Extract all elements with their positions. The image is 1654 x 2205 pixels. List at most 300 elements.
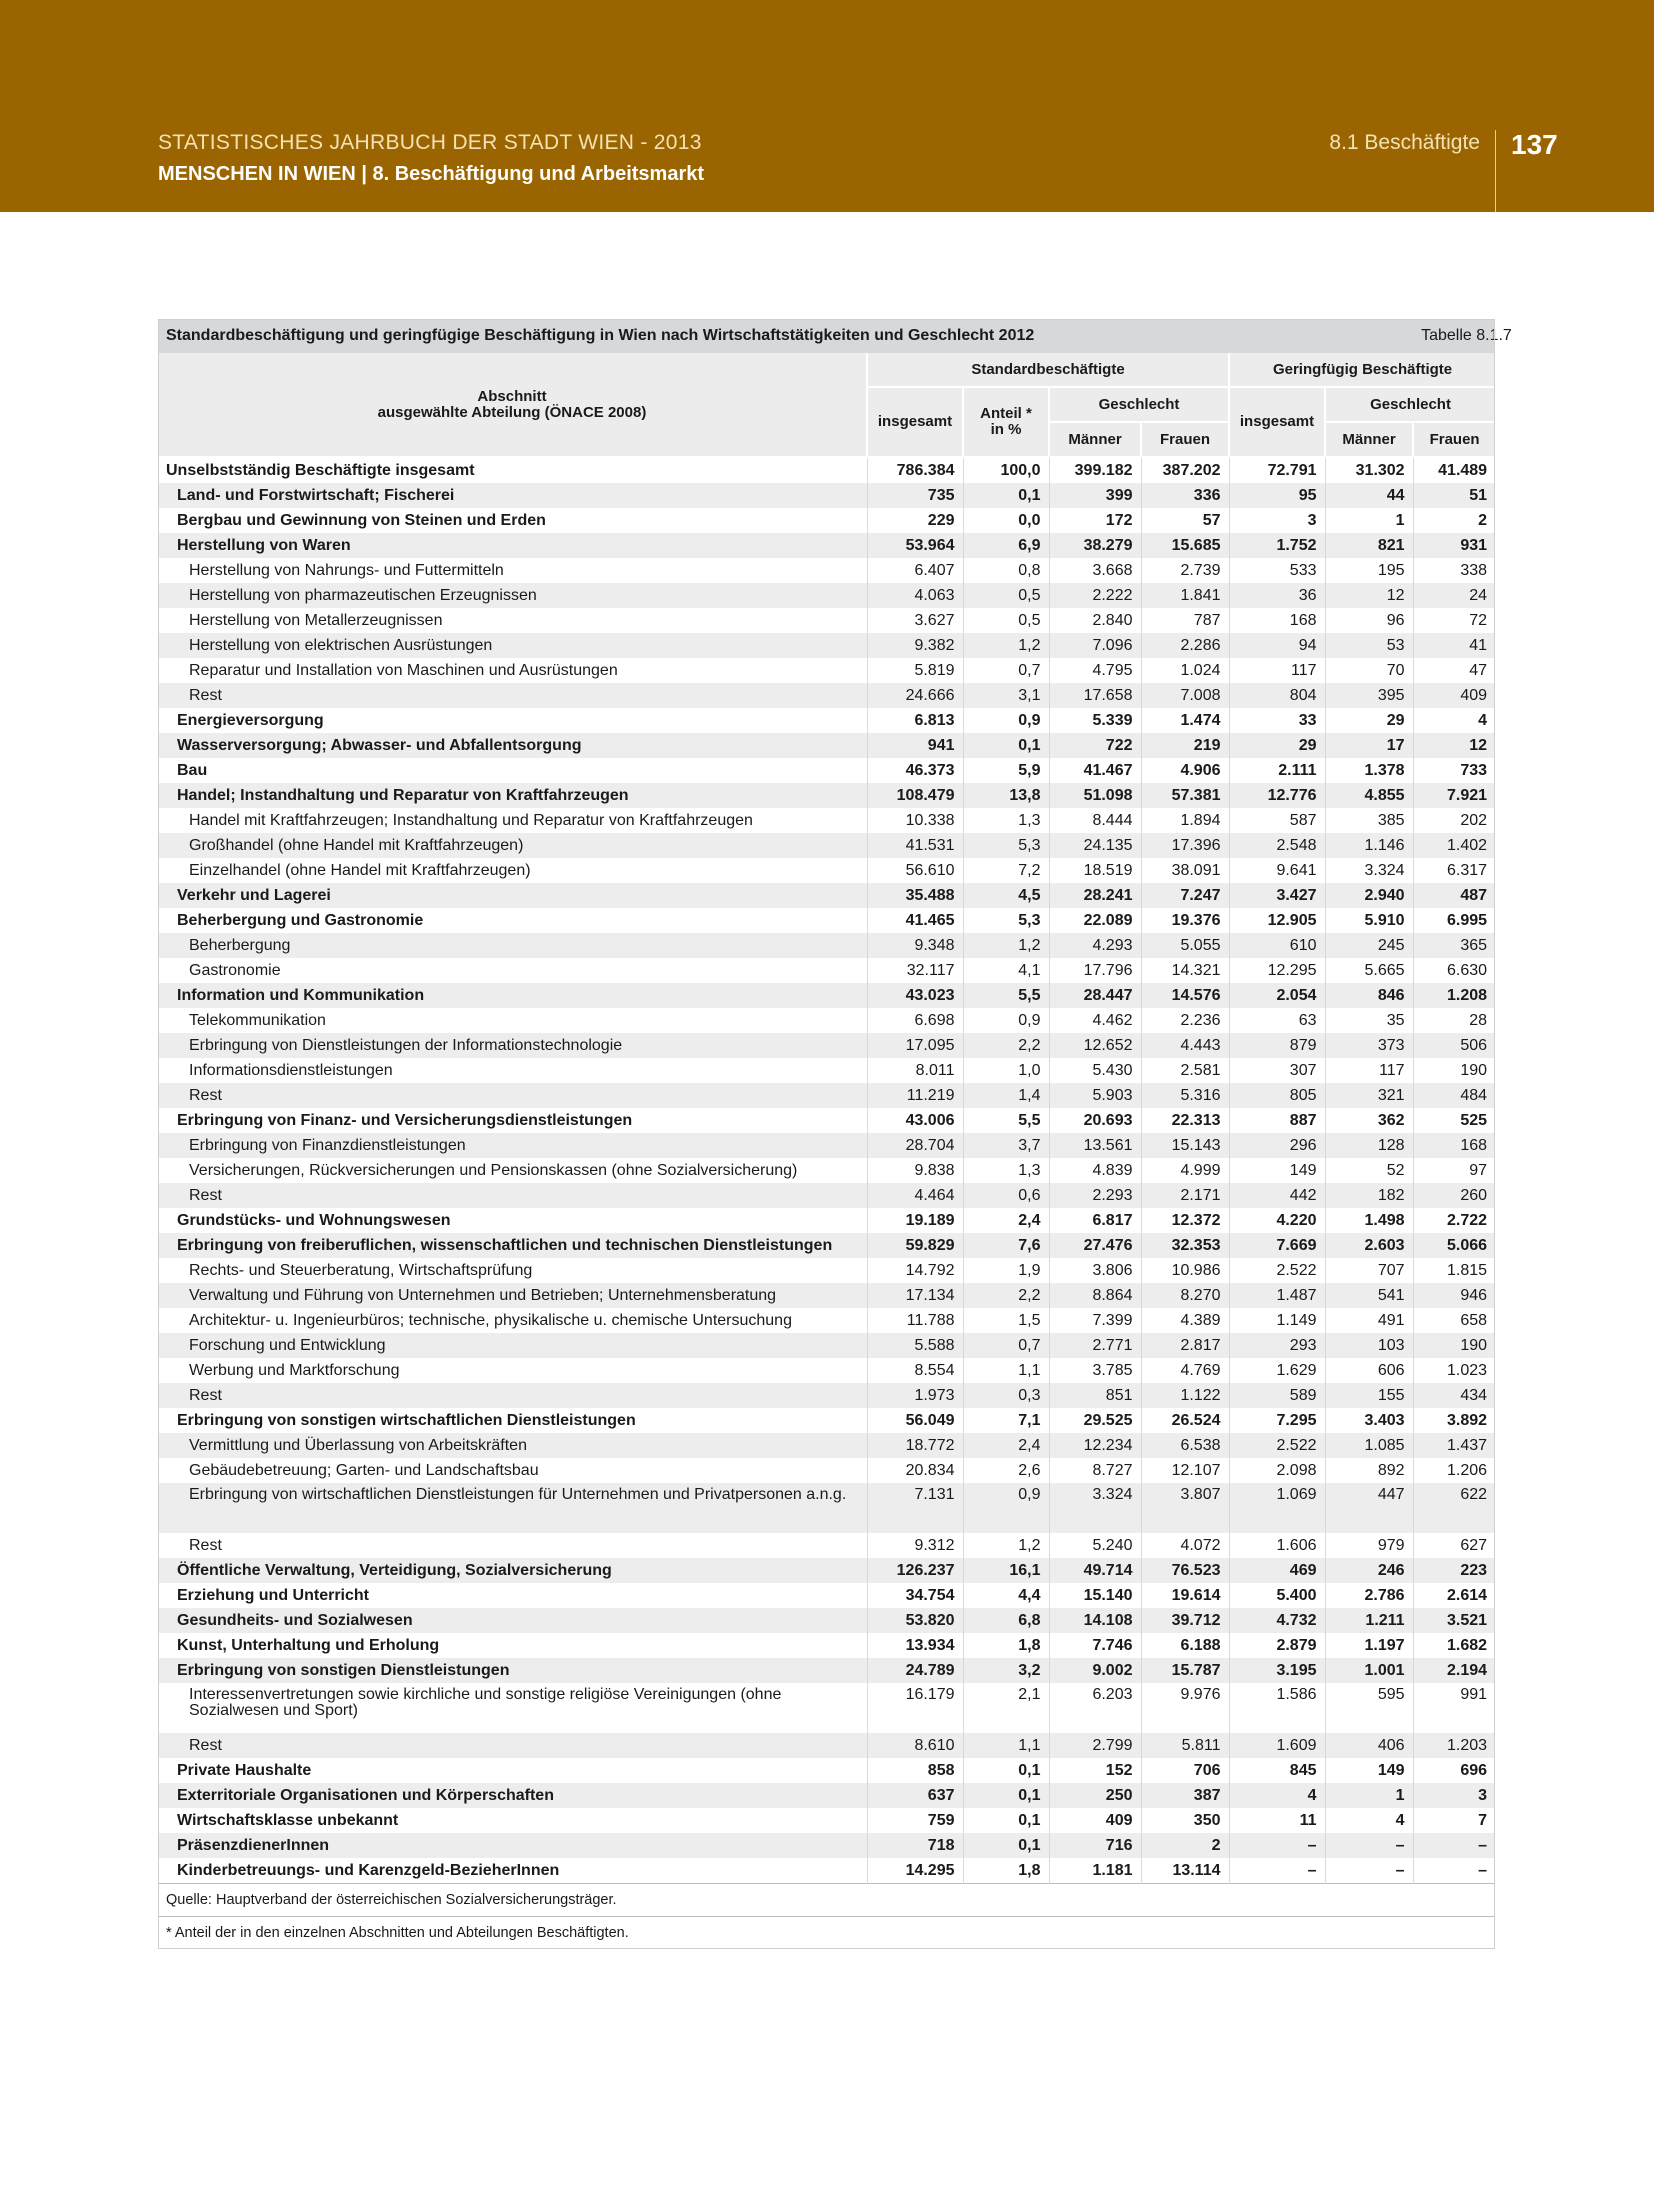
cell-ger-maenner: 245 bbox=[1325, 933, 1413, 958]
cell-std-insgesamt: 16.179 bbox=[867, 1683, 963, 1733]
row-label: Versicherungen, Rückversicherungen und Pensionskassen (ohne Sozialversicherung) bbox=[189, 1161, 798, 1179]
cell-std-insgesamt: 20.834 bbox=[867, 1458, 963, 1483]
cell-ger-frauen: 41.489 bbox=[1413, 457, 1495, 483]
cell-ger-insgesamt: 94 bbox=[1229, 633, 1325, 658]
cell-ger-frauen: 12 bbox=[1413, 733, 1495, 758]
cell-anteil: 16,1 bbox=[963, 1558, 1049, 1583]
cell-ger-frauen: 260 bbox=[1413, 1183, 1495, 1208]
cell-ger-insgesamt: 610 bbox=[1229, 933, 1325, 958]
table-row bbox=[158, 683, 1495, 708]
cell-ger-frauen: 931 bbox=[1413, 533, 1495, 558]
table-row bbox=[158, 1833, 1495, 1858]
table-row bbox=[158, 933, 1495, 958]
cell-ger-insgesamt: 1.629 bbox=[1229, 1358, 1325, 1383]
cell-std-insgesamt: 759 bbox=[867, 1808, 963, 1833]
cell-std-frauen: 2.739 bbox=[1141, 558, 1229, 583]
cell-std-maenner: 49.714 bbox=[1049, 1558, 1141, 1583]
cell-std-insgesamt: 43.006 bbox=[867, 1108, 963, 1133]
cell-std-maenner: 7.399 bbox=[1049, 1308, 1141, 1333]
cell-std-maenner: 409 bbox=[1049, 1808, 1141, 1833]
row-label: Land- und Forstwirtschaft; Fischerei bbox=[158, 483, 867, 508]
table-row bbox=[158, 1733, 1495, 1758]
cell-std-maenner: 7.746 bbox=[1049, 1633, 1141, 1658]
cell-ger-maenner: 373 bbox=[1325, 1033, 1413, 1058]
cell-std-insgesamt: 28.704 bbox=[867, 1133, 963, 1158]
cell-anteil: 0,1 bbox=[963, 733, 1049, 758]
cell-std-maenner: 9.002 bbox=[1049, 1658, 1141, 1683]
row-label: Interessenvertretungen sowie kirchliche und sonstige religiöse Vereinigungen (ohne Sozialwesen und Sport) bbox=[189, 1686, 782, 1719]
cell-std-frauen: 76.523 bbox=[1141, 1558, 1229, 1583]
cell-ger-frauen: 2.722 bbox=[1413, 1208, 1495, 1233]
cell-ger-maenner: 96 bbox=[1325, 608, 1413, 633]
cell-anteil: 0,1 bbox=[963, 1808, 1049, 1833]
table-row bbox=[158, 1608, 1495, 1633]
cell-std-maenner: 716 bbox=[1049, 1833, 1141, 1858]
row-label: Öffentliche Verwaltung, Verteidigung, Sozialversicherung bbox=[158, 1558, 867, 1583]
cell-std-insgesamt: 34.754 bbox=[867, 1583, 963, 1608]
cell-std-insgesamt: 8.011 bbox=[867, 1058, 963, 1083]
table-row bbox=[158, 883, 1495, 908]
row-label: Exterritoriale Organisationen und Körperschaften bbox=[158, 1783, 867, 1808]
cell-ger-maenner: 44 bbox=[1325, 483, 1413, 508]
cell-std-maenner: 4.462 bbox=[1049, 1008, 1141, 1033]
cell-ger-maenner: 1 bbox=[1325, 508, 1413, 533]
cell-ger-insgesamt: 533 bbox=[1229, 558, 1325, 583]
cell-ger-insgesamt: 296 bbox=[1229, 1133, 1325, 1158]
row-label: Rest bbox=[158, 1733, 867, 1758]
cell-anteil: 0,3 bbox=[963, 1383, 1049, 1408]
table-title-row bbox=[158, 319, 1495, 353]
cell-anteil: 1,5 bbox=[963, 1308, 1049, 1333]
cell-std-insgesamt: 14.295 bbox=[867, 1858, 963, 1884]
table-body bbox=[158, 457, 1495, 1884]
cell-std-frauen: 6.538 bbox=[1141, 1433, 1229, 1458]
cell-ger-frauen: 223 bbox=[1413, 1558, 1495, 1583]
cell-std-frauen: 3.807 bbox=[1141, 1483, 1229, 1533]
cell-std-maenner: 851 bbox=[1049, 1383, 1141, 1408]
col-header-std-geschlecht: Geschlecht bbox=[1049, 387, 1229, 422]
cell-ger-insgesamt: 9.641 bbox=[1229, 858, 1325, 883]
cell-ger-insgesamt: 4 bbox=[1229, 1783, 1325, 1808]
cell-std-insgesamt: 59.829 bbox=[867, 1233, 963, 1258]
cell-ger-insgesamt: 1.752 bbox=[1229, 533, 1325, 558]
cell-ger-insgesamt: 63 bbox=[1229, 1008, 1325, 1033]
cell-std-frauen: 26.524 bbox=[1141, 1408, 1229, 1433]
cell-ger-insgesamt: 2.548 bbox=[1229, 833, 1325, 858]
employment-table bbox=[158, 319, 1512, 1949]
cell-anteil: 5,3 bbox=[963, 833, 1049, 858]
cell-ger-insgesamt: 879 bbox=[1229, 1033, 1325, 1058]
cell-std-frauen: 14.321 bbox=[1141, 958, 1229, 983]
cell-ger-frauen: 338 bbox=[1413, 558, 1495, 583]
table-row bbox=[158, 1458, 1495, 1483]
cell-anteil: 0,0 bbox=[963, 508, 1049, 533]
row-label: Handel mit Kraftfahrzeugen; Instandhaltung und Reparatur von Kraftfahrzeugen bbox=[189, 811, 753, 829]
row-label: PräsenzdienerInnen bbox=[158, 1833, 867, 1858]
row-label: Erbringung von sonstigen Dienstleistungen bbox=[158, 1658, 867, 1683]
row-label: Bau bbox=[177, 761, 208, 779]
col-header-std-insgesamt: insgesamt bbox=[867, 387, 963, 457]
cell-ger-maenner: 246 bbox=[1325, 1558, 1413, 1583]
cell-ger-maenner: 4 bbox=[1325, 1808, 1413, 1833]
table-row bbox=[158, 1283, 1495, 1308]
cell-std-maenner: 250 bbox=[1049, 1783, 1141, 1808]
cell-ger-maenner: 321 bbox=[1325, 1083, 1413, 1108]
row-label: Telekommunikation bbox=[189, 1011, 326, 1029]
cell-ger-insgesamt: 72.791 bbox=[1229, 457, 1325, 483]
cell-ger-maenner: 2.786 bbox=[1325, 1583, 1413, 1608]
col-header-anteil: Anteil * in % bbox=[963, 387, 1049, 457]
cell-ger-frauen: 41 bbox=[1413, 633, 1495, 658]
row-label: Rechts- und Steuerberatung, Wirtschaftsprüfung bbox=[189, 1261, 533, 1279]
cell-ger-insgesamt: – bbox=[1229, 1858, 1325, 1884]
cell-ger-insgesamt: 11 bbox=[1229, 1808, 1325, 1833]
cell-ger-frauen: 1.206 bbox=[1413, 1458, 1495, 1483]
cell-anteil: 1,2 bbox=[963, 933, 1049, 958]
table-row bbox=[158, 758, 1495, 783]
cell-std-maenner: 38.279 bbox=[1049, 533, 1141, 558]
cell-ger-frauen: 1.203 bbox=[1413, 1733, 1495, 1758]
table-row bbox=[158, 533, 1495, 558]
cell-std-frauen: 4.072 bbox=[1141, 1533, 1229, 1558]
cell-anteil: 0,9 bbox=[963, 1008, 1049, 1033]
cell-std-insgesamt: 108.479 bbox=[867, 783, 963, 808]
cell-ger-frauen: 168 bbox=[1413, 1133, 1495, 1158]
table-row bbox=[158, 808, 1495, 833]
table-row bbox=[158, 1783, 1495, 1808]
cell-ger-frauen: 1.023 bbox=[1413, 1358, 1495, 1383]
row-label: Erbringung von Finanzdienstleistungen bbox=[158, 1133, 867, 1158]
cell-ger-maenner: 385 bbox=[1325, 808, 1413, 833]
cell-ger-maenner: 4.855 bbox=[1325, 783, 1413, 808]
table-row bbox=[158, 1058, 1495, 1083]
table-row bbox=[158, 1108, 1495, 1133]
cell-std-frauen: 1.122 bbox=[1141, 1383, 1229, 1408]
table-row bbox=[158, 1758, 1495, 1783]
cell-std-maenner: 12.652 bbox=[1049, 1033, 1141, 1058]
section-title: 8.1 Beschäftigte bbox=[1329, 131, 1480, 154]
cell-ger-insgesamt: 1.069 bbox=[1229, 1483, 1325, 1533]
cell-std-frauen: 2.286 bbox=[1141, 633, 1229, 658]
cell-std-maenner: 2.293 bbox=[1049, 1183, 1141, 1208]
cell-ger-frauen: 24 bbox=[1413, 583, 1495, 608]
table-row bbox=[158, 457, 1495, 483]
cell-std-insgesamt: 126.237 bbox=[867, 1558, 963, 1583]
cell-ger-insgesamt: 3.427 bbox=[1229, 883, 1325, 908]
cell-std-insgesamt: 17.134 bbox=[867, 1283, 963, 1308]
cell-std-frauen: 15.787 bbox=[1141, 1658, 1229, 1683]
cell-std-maenner: 4.795 bbox=[1049, 658, 1141, 683]
cell-std-maenner: 5.430 bbox=[1049, 1058, 1141, 1083]
cell-std-insgesamt: 1.973 bbox=[867, 1383, 963, 1408]
col-header-abschnitt: Abschnitt ausgewählte Abteilung (ÖNACE 2008) bbox=[158, 353, 867, 457]
cell-std-maenner: 5.339 bbox=[1049, 708, 1141, 733]
cell-std-frauen: 7.247 bbox=[1141, 883, 1229, 908]
row-label: Erbringung von Finanz- und Versicherungsdienstleistungen bbox=[177, 1111, 633, 1129]
cell-std-insgesamt: 9.838 bbox=[867, 1158, 963, 1183]
cell-std-maenner: 28.447 bbox=[1049, 983, 1141, 1008]
cell-std-frauen: 6.188 bbox=[1141, 1633, 1229, 1658]
cell-ger-frauen: 946 bbox=[1413, 1283, 1495, 1308]
cell-anteil: 1,2 bbox=[963, 633, 1049, 658]
table-title: Standardbeschäftigung und geringfügige Beschäftigung in Wien nach Wirtschaftstätigkeiten und Geschlecht 2012 bbox=[158, 319, 1413, 353]
cell-ger-maenner: 1.211 bbox=[1325, 1608, 1413, 1633]
cell-ger-frauen: – bbox=[1413, 1858, 1495, 1884]
row-label: Erbringung von freiberuflichen, wissenschaftlichen und technischen Dienstleistungen bbox=[158, 1233, 867, 1258]
cell-std-insgesamt: 11.788 bbox=[867, 1308, 963, 1333]
cell-std-maenner: 3.668 bbox=[1049, 558, 1141, 583]
cell-std-frauen: 706 bbox=[1141, 1758, 1229, 1783]
cell-ger-insgesamt: – bbox=[1229, 1833, 1325, 1858]
cell-ger-frauen: 47 bbox=[1413, 658, 1495, 683]
cell-ger-maenner: 155 bbox=[1325, 1383, 1413, 1408]
cell-ger-frauen: 190 bbox=[1413, 1333, 1495, 1358]
cell-anteil: 0,1 bbox=[963, 1758, 1049, 1783]
cell-std-frauen: 8.270 bbox=[1141, 1283, 1229, 1308]
cell-anteil: 0,9 bbox=[963, 1483, 1049, 1533]
row-label: Wasserversorgung; Abwasser- und Abfallentsorgung bbox=[158, 733, 867, 758]
row-label: Informationsdienstleistungen bbox=[189, 1061, 393, 1079]
row-label: Beherbergung und Gastronomie bbox=[177, 911, 424, 929]
col-header-std-maenner: Männer bbox=[1049, 422, 1141, 457]
cell-std-insgesamt: 786.384 bbox=[867, 457, 963, 483]
cell-ger-frauen: 991 bbox=[1413, 1683, 1495, 1733]
table-row bbox=[158, 1308, 1495, 1333]
cell-std-frauen: 57.381 bbox=[1141, 783, 1229, 808]
cell-std-maenner: 20.693 bbox=[1049, 1108, 1141, 1133]
publication-title: STATISTISCHES JAHRBUCH DER STADT WIEN - 2013 bbox=[158, 131, 702, 154]
cell-anteil: 7,2 bbox=[963, 858, 1049, 883]
cell-std-insgesamt: 53.964 bbox=[867, 533, 963, 558]
row-label: Werbung und Marktforschung bbox=[189, 1361, 400, 1379]
cell-std-maenner: 29.525 bbox=[1049, 1408, 1141, 1433]
cell-ger-maenner: 1.146 bbox=[1325, 833, 1413, 858]
cell-ger-maenner: 707 bbox=[1325, 1258, 1413, 1283]
cell-ger-frauen: 72 bbox=[1413, 608, 1495, 633]
cell-ger-maenner: 3.403 bbox=[1325, 1408, 1413, 1433]
cell-ger-maenner: 406 bbox=[1325, 1733, 1413, 1758]
cell-ger-maenner: 12 bbox=[1325, 583, 1413, 608]
cell-ger-frauen: 7 bbox=[1413, 1808, 1495, 1833]
row-label: Herstellung von pharmazeutischen Erzeugnissen bbox=[158, 583, 867, 608]
cell-std-maenner: 2.840 bbox=[1049, 608, 1141, 633]
cell-anteil: 0,1 bbox=[963, 1833, 1049, 1858]
cell-ger-frauen: – bbox=[1413, 1833, 1495, 1858]
cell-std-frauen: 57 bbox=[1141, 508, 1229, 533]
cell-ger-frauen: 3.892 bbox=[1413, 1408, 1495, 1433]
group-header-standard: Standardbeschäftigte bbox=[867, 353, 1229, 387]
cell-ger-frauen: 658 bbox=[1413, 1308, 1495, 1333]
cell-anteil: 0,6 bbox=[963, 1183, 1049, 1208]
cell-ger-maenner: 821 bbox=[1325, 533, 1413, 558]
cell-std-frauen: 15.685 bbox=[1141, 533, 1229, 558]
cell-ger-maenner: 31.302 bbox=[1325, 457, 1413, 483]
cell-ger-frauen: 2.614 bbox=[1413, 1583, 1495, 1608]
cell-std-frauen: 1.474 bbox=[1141, 708, 1229, 733]
cell-anteil: 5,9 bbox=[963, 758, 1049, 783]
col-header-ger-maenner: Männer bbox=[1325, 422, 1413, 457]
cell-std-insgesamt: 41.531 bbox=[867, 833, 963, 858]
row-label: Vermittlung und Überlassung von Arbeitskräften bbox=[158, 1433, 867, 1458]
cell-std-frauen: 19.614 bbox=[1141, 1583, 1229, 1608]
cell-std-insgesamt: 56.049 bbox=[867, 1408, 963, 1433]
row-label: Beherbergung bbox=[158, 933, 867, 958]
cell-ger-maenner: 2.603 bbox=[1325, 1233, 1413, 1258]
table-row bbox=[158, 1333, 1495, 1358]
row-label: Einzelhandel (ohne Handel mit Kraftfahrzeugen) bbox=[189, 861, 531, 879]
cell-ger-insgesamt: 3 bbox=[1229, 508, 1325, 533]
cell-ger-frauen: 5.066 bbox=[1413, 1233, 1495, 1258]
cell-ger-insgesamt: 12.295 bbox=[1229, 958, 1325, 983]
cell-std-maenner: 13.561 bbox=[1049, 1133, 1141, 1158]
table-row bbox=[158, 1233, 1495, 1258]
cell-anteil: 0,7 bbox=[963, 1333, 1049, 1358]
cell-std-maenner: 51.098 bbox=[1049, 783, 1141, 808]
cell-anteil: 5,5 bbox=[963, 1108, 1049, 1133]
cell-ger-frauen: 1.208 bbox=[1413, 983, 1495, 1008]
cell-anteil: 2,4 bbox=[963, 1208, 1049, 1233]
cell-ger-frauen: 190 bbox=[1413, 1058, 1495, 1083]
cell-std-frauen: 2.171 bbox=[1141, 1183, 1229, 1208]
table-row bbox=[158, 483, 1495, 508]
cell-ger-maenner: 1.001 bbox=[1325, 1658, 1413, 1683]
cell-std-insgesamt: 9.348 bbox=[867, 933, 963, 958]
cell-std-maenner: 152 bbox=[1049, 1758, 1141, 1783]
cell-std-frauen: 4.999 bbox=[1141, 1158, 1229, 1183]
cell-ger-frauen: 733 bbox=[1413, 758, 1495, 783]
cell-std-maenner: 28.241 bbox=[1049, 883, 1141, 908]
cell-ger-maenner: 195 bbox=[1325, 558, 1413, 583]
cell-ger-frauen: 409 bbox=[1413, 683, 1495, 708]
row-label: Bergbau und Gewinnung von Steinen und Erden bbox=[177, 511, 546, 529]
cell-ger-frauen: 6.995 bbox=[1413, 908, 1495, 933]
cell-ger-maenner: 182 bbox=[1325, 1183, 1413, 1208]
cell-anteil: 6,8 bbox=[963, 1608, 1049, 1633]
cell-std-frauen: 15.143 bbox=[1141, 1133, 1229, 1158]
cell-std-frauen: 5.055 bbox=[1141, 933, 1229, 958]
cell-std-insgesamt: 41.465 bbox=[867, 908, 963, 933]
cell-ger-insgesamt: 7.669 bbox=[1229, 1233, 1325, 1258]
cell-ger-insgesamt: 29 bbox=[1229, 733, 1325, 758]
cell-std-frauen: 387 bbox=[1141, 1783, 1229, 1808]
cell-ger-frauen: 487 bbox=[1413, 883, 1495, 908]
cell-ger-insgesamt: 845 bbox=[1229, 1758, 1325, 1783]
cell-ger-insgesamt: 1.609 bbox=[1229, 1733, 1325, 1758]
cell-ger-insgesamt: 469 bbox=[1229, 1558, 1325, 1583]
cell-ger-frauen: 525 bbox=[1413, 1108, 1495, 1133]
cell-ger-frauen: 202 bbox=[1413, 808, 1495, 833]
cell-ger-maenner: 128 bbox=[1325, 1133, 1413, 1158]
table-row bbox=[158, 908, 1495, 933]
group-header-geringfuegig: Geringfügig Beschäftigte bbox=[1229, 353, 1495, 387]
cell-ger-insgesamt: 887 bbox=[1229, 1108, 1325, 1133]
cell-std-insgesamt: 229 bbox=[867, 508, 963, 533]
col-header-ger-insgesamt: insgesamt bbox=[1229, 387, 1325, 457]
cell-std-frauen: 12.372 bbox=[1141, 1208, 1229, 1233]
row-label: Erziehung und Unterricht bbox=[177, 1586, 369, 1604]
cell-ger-insgesamt: 12.776 bbox=[1229, 783, 1325, 808]
cell-ger-maenner: 17 bbox=[1325, 733, 1413, 758]
cell-ger-maenner: – bbox=[1325, 1858, 1413, 1884]
cell-ger-insgesamt: 36 bbox=[1229, 583, 1325, 608]
cell-std-frauen: 5.811 bbox=[1141, 1733, 1229, 1758]
cell-std-frauen: 13.114 bbox=[1141, 1858, 1229, 1884]
cell-ger-frauen: 1.402 bbox=[1413, 833, 1495, 858]
cell-anteil: 4,1 bbox=[963, 958, 1049, 983]
cell-std-frauen: 336 bbox=[1141, 483, 1229, 508]
cell-std-insgesamt: 5.819 bbox=[867, 658, 963, 683]
cell-std-insgesamt: 9.382 bbox=[867, 633, 963, 658]
row-label: Herstellung von elektrischen Ausrüstungen bbox=[158, 633, 867, 658]
cell-ger-insgesamt: 12.905 bbox=[1229, 908, 1325, 933]
table-row bbox=[158, 1558, 1495, 1583]
row-label: Handel; Instandhaltung und Reparatur von Kraftfahrzeugen bbox=[158, 783, 867, 808]
cell-std-insgesamt: 7.131 bbox=[867, 1483, 963, 1533]
cell-std-frauen: 17.396 bbox=[1141, 833, 1229, 858]
cell-std-frauen: 22.313 bbox=[1141, 1108, 1229, 1133]
cell-ger-maenner: 149 bbox=[1325, 1758, 1413, 1783]
cell-ger-frauen: 3.521 bbox=[1413, 1608, 1495, 1633]
table-row bbox=[158, 958, 1495, 983]
cell-std-maenner: 17.796 bbox=[1049, 958, 1141, 983]
cell-std-frauen: 1.024 bbox=[1141, 658, 1229, 683]
table-number: Tabelle 8.1.7 bbox=[1413, 319, 1495, 353]
col-header-std-frauen: Frauen bbox=[1141, 422, 1229, 457]
cell-std-insgesamt: 24.666 bbox=[867, 683, 963, 708]
cell-ger-maenner: 1.378 bbox=[1325, 758, 1413, 783]
cell-ger-frauen: 28 bbox=[1413, 1008, 1495, 1033]
cell-ger-frauen: 51 bbox=[1413, 483, 1495, 508]
table-row bbox=[158, 1583, 1495, 1608]
cell-std-frauen: 1.894 bbox=[1141, 808, 1229, 833]
cell-std-insgesamt: 43.023 bbox=[867, 983, 963, 1008]
cell-ger-maenner: 491 bbox=[1325, 1308, 1413, 1333]
cell-std-maenner: 5.903 bbox=[1049, 1083, 1141, 1108]
cell-ger-insgesamt: 1.606 bbox=[1229, 1533, 1325, 1558]
cell-std-insgesamt: 14.792 bbox=[867, 1258, 963, 1283]
cell-ger-maenner: 52 bbox=[1325, 1158, 1413, 1183]
cell-ger-maenner: 395 bbox=[1325, 683, 1413, 708]
cell-ger-frauen: 6.317 bbox=[1413, 858, 1495, 883]
cell-std-maenner: 2.222 bbox=[1049, 583, 1141, 608]
cell-ger-maenner: 1 bbox=[1325, 1783, 1413, 1808]
table-row bbox=[158, 1533, 1495, 1558]
table-row bbox=[158, 1033, 1495, 1058]
table-row bbox=[158, 558, 1495, 583]
cell-std-insgesamt: 735 bbox=[867, 483, 963, 508]
cell-std-frauen: 2.236 bbox=[1141, 1008, 1229, 1033]
col-header-ger-geschlecht: Geschlecht bbox=[1325, 387, 1495, 422]
table-row bbox=[158, 1208, 1495, 1233]
cell-ger-frauen: 1.682 bbox=[1413, 1633, 1495, 1658]
row-label: Herstellung von Waren bbox=[158, 533, 867, 558]
cell-std-insgesamt: 17.095 bbox=[867, 1033, 963, 1058]
cell-std-maenner: 3.785 bbox=[1049, 1358, 1141, 1383]
cell-anteil: 3,1 bbox=[963, 683, 1049, 708]
cell-ger-insgesamt: 117 bbox=[1229, 658, 1325, 683]
cell-std-maenner: 12.234 bbox=[1049, 1433, 1141, 1458]
cell-std-maenner: 6.203 bbox=[1049, 1683, 1141, 1733]
cell-ger-maenner: 5.665 bbox=[1325, 958, 1413, 983]
row-label: Kinderbetreuungs- und Karenzgeld-BezieherInnen bbox=[177, 1861, 560, 1879]
cell-ger-insgesamt: 2.522 bbox=[1229, 1433, 1325, 1458]
cell-std-frauen: 2 bbox=[1141, 1833, 1229, 1858]
cell-std-frauen: 19.376 bbox=[1141, 908, 1229, 933]
cell-anteil: 0,7 bbox=[963, 658, 1049, 683]
cell-ger-insgesamt: 307 bbox=[1229, 1058, 1325, 1083]
cell-ger-insgesamt: 589 bbox=[1229, 1383, 1325, 1408]
cell-std-maenner: 41.467 bbox=[1049, 758, 1141, 783]
